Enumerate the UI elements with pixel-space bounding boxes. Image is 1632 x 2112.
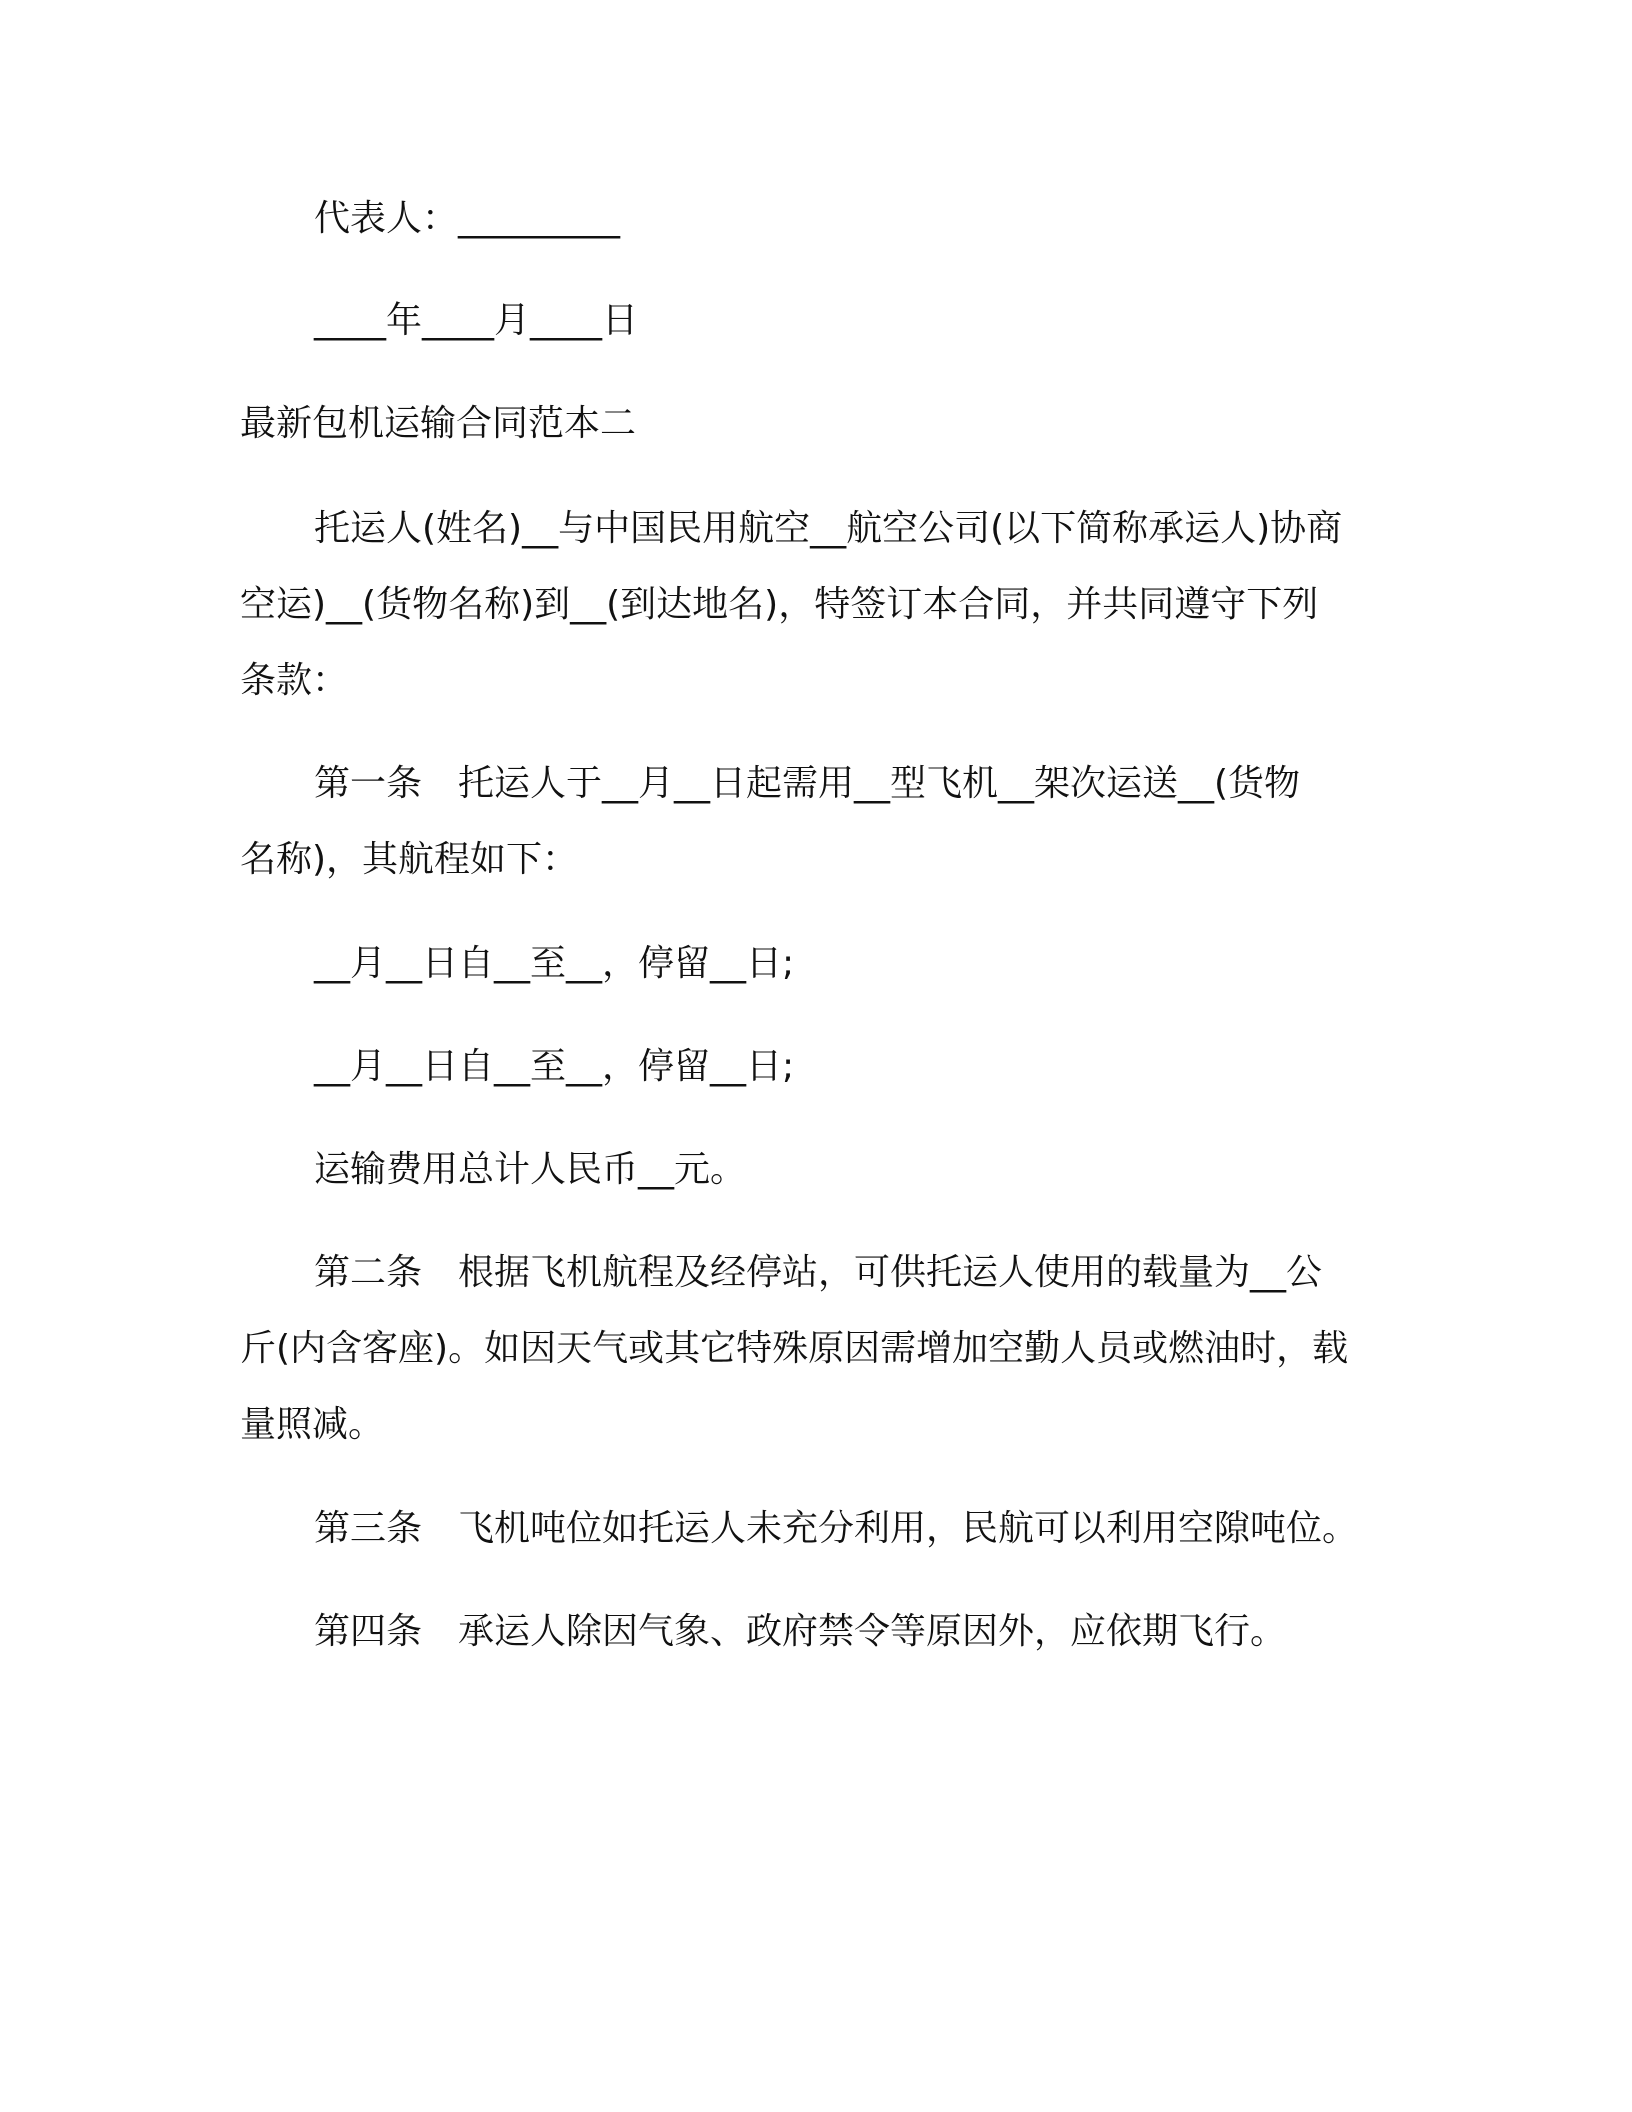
article-2-line: 第二条 根据飞机航程及经停站，可供托运人使用的载量为__公 [314,1252,1323,1293]
article-1-line: 名称)，其航程如下： [240,839,579,880]
paragraph-line: 空运)__(货物名称)到__(到达地名)，特签订本合同，并共同遵守下列 [240,584,1319,625]
article-2-line: 量照减。 [240,1404,385,1445]
fee-line: 运输费用总计人民币__元。 [314,1149,747,1190]
article-1-line: 第一条 托运人于__月__日起需用__型飞机__架次运送__(货物 [314,763,1301,804]
article-4-line: 第四条 承运人除因气象、政府禁令等原因外，应依期飞行。 [314,1611,1287,1652]
representative-line: 代表人：_________ [314,198,621,239]
date-line: ____年____月____日 [314,300,639,341]
article-2-line: 斤(内含客座)。如因天气或其它特殊原因需增加空勤人员或燃油时，载 [240,1328,1349,1369]
itinerary-line: __月__日自__至__，停留__日; [314,943,795,984]
article-3-line: 第三条 飞机吨位如托运人未充分利用，民航可以利用空隙吨位。 [314,1508,1359,1549]
contract-heading: 最新包机运输合同范本二 [240,403,637,444]
itinerary-line: __月__日自__至__，停留__日; [314,1046,795,1087]
paragraph-line: 条款： [240,660,349,701]
paragraph-line: 托运人(姓名)__与中国民用航空__航空公司(以下简称承运人)协商 [314,508,1343,549]
